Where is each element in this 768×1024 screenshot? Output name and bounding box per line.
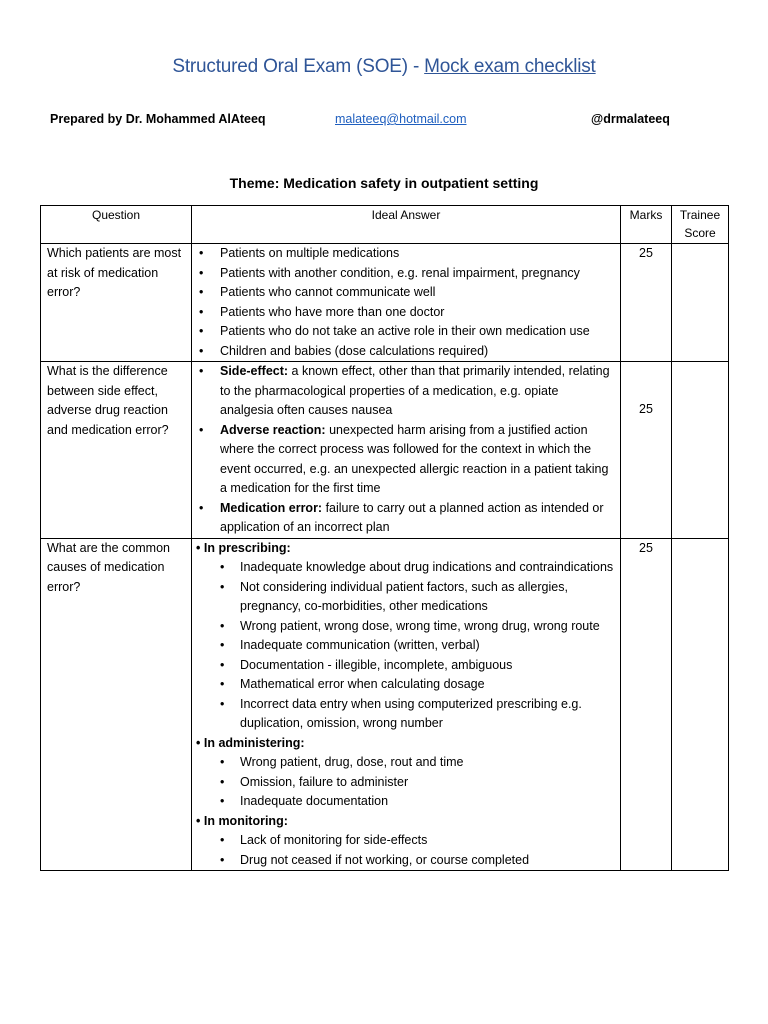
page-title xyxy=(0,56,768,78)
title-text: Structured Oral Exam (SOE) - xyxy=(172,56,425,77)
list-item: • Drug not ceased if not working, or course completed xyxy=(196,851,614,871)
title-mock-link: Mock exam checklist xyxy=(424,56,596,77)
category-label: In monitoring: xyxy=(203,813,288,828)
marks-cell: 25 xyxy=(621,244,672,362)
list-item: • Inadequate communication (written, verbal) xyxy=(196,636,614,656)
sub-list xyxy=(196,753,614,812)
email-link[interactable]: malateeq@hotmail.com xyxy=(335,112,467,126)
term-definition: failure to carry out a planned action as intended or application of an incorrect plan xyxy=(220,500,604,534)
category-in-monitoring: • In monitoring: xyxy=(196,813,288,828)
category-in-prescribing: • In prescribing: xyxy=(196,540,291,555)
prepared-by: Prepared by Dr. Mohammed AlAteeq xyxy=(50,112,266,126)
header-marks: Marks xyxy=(621,206,672,244)
list-item: • Incorrect data entry when using computerized prescribing e.g. duplication, omission, wrong number xyxy=(196,695,614,734)
term-label: Side-effect: xyxy=(220,364,289,378)
category-label: In prescribing: xyxy=(203,540,291,555)
question-cell: What is the difference between side effect, adverse drug reaction and medication error? xyxy=(41,362,192,539)
question-cell: Which patients are most at risk of medication error? xyxy=(41,244,192,362)
social-handle: @drmalateeq xyxy=(591,112,670,126)
category-label: In administering: xyxy=(203,735,305,750)
marks-cell: 25 xyxy=(621,362,672,539)
list-item: • Wrong patient, wrong dose, wrong time, wrong drug, wrong route xyxy=(196,617,614,637)
table-row xyxy=(41,244,729,362)
list-item: • Patients who have more than one doctor xyxy=(198,303,614,323)
sub-list xyxy=(196,558,614,734)
list-item: • Omission, failure to administer xyxy=(196,773,614,793)
table-header-row xyxy=(41,206,729,244)
header-question: Question xyxy=(41,206,192,244)
header-trainee-score: Trainee Score xyxy=(672,206,729,244)
table-row xyxy=(41,362,729,539)
answer-list xyxy=(198,362,614,538)
answer-cell xyxy=(192,362,621,539)
list-item: • Not considering individual patient factors, such as allergies, pregnancy, co-morbidities, other medications xyxy=(196,578,614,617)
score-cell[interactable] xyxy=(672,362,729,539)
list-item: • Wrong patient, drug, dose, rout and time xyxy=(196,753,614,773)
term-definition: unexpected harm arising from a justified action where the correct process was followed for the context in which the event occurred, e.g. an unexpected allergic reaction in a patient taking a medication for the first time xyxy=(220,422,609,495)
header-ideal-answer: Ideal Answer xyxy=(192,206,621,244)
checklist-table xyxy=(40,205,729,871)
answer-cell xyxy=(192,538,621,871)
marks-cell: 25 xyxy=(621,538,672,871)
question-cell: What are the common causes of medication error? xyxy=(41,538,192,871)
list-item: • Children and babies (dose calculations required) xyxy=(198,342,614,362)
list-item: • Documentation - illegible, incomplete, ambiguous xyxy=(196,656,614,676)
list-item: • Patients who do not take an active role in their own medication use xyxy=(198,322,614,342)
sub-list xyxy=(196,831,614,870)
term-definition: a known effect, other than that primarily intended, relating to the pharmacological properties of a medication, e.g. opiate analgesia often causes nausea xyxy=(220,364,610,417)
score-cell[interactable] xyxy=(672,538,729,871)
term-label: Adverse reaction: xyxy=(220,422,326,437)
table-row xyxy=(41,538,729,871)
list-item: • Patients with another condition, e.g. renal impairment, pregnancy xyxy=(198,264,614,284)
list-item: • Lack of monitoring for side-effects xyxy=(196,831,614,851)
list-item: • Inadequate knowledge about drug indications and contraindications xyxy=(196,558,614,578)
category-in-administering: • In administering: xyxy=(196,735,305,750)
list-item xyxy=(198,499,614,538)
list-item: • Patients who cannot communicate well xyxy=(198,283,614,303)
list-item: • Mathematical error when calculating dosage xyxy=(196,675,614,695)
list-item: • Inadequate documentation xyxy=(196,792,614,812)
answer-list xyxy=(198,244,614,361)
list-item: • Patients on multiple medications xyxy=(198,244,614,264)
list-item xyxy=(198,362,614,421)
theme-heading: Theme: Medication safety in outpatient setting xyxy=(229,175,539,191)
score-cell[interactable] xyxy=(672,244,729,362)
term-label: Medication error: xyxy=(220,500,323,515)
list-item xyxy=(198,421,614,499)
answer-cell xyxy=(192,244,621,362)
